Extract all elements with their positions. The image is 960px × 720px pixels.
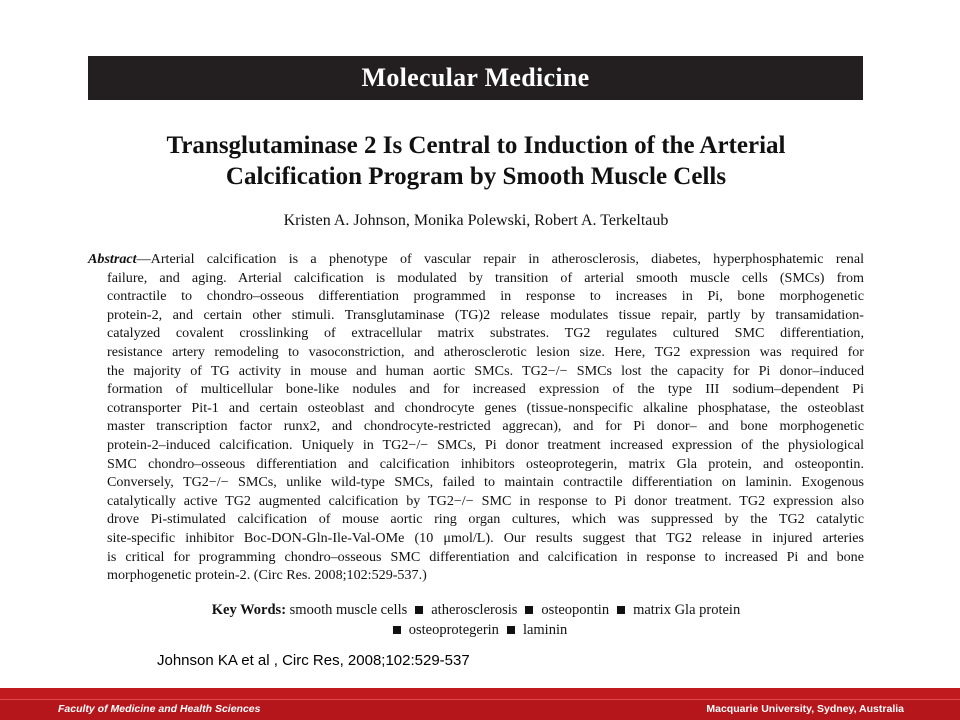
abstract-line: SMC chondro–osseous differentiation and calcification inhibitors osteoprotegerin, matrix Gla protein, and osteopontin. bbox=[107, 455, 864, 472]
abstract-line: protein-2–induced calcification. Uniquely in TG2−/− SMCs, Pi donor treatment increased expression of the physiological bbox=[107, 436, 864, 453]
abstract-line: formation of multicellular bone-like nodules and for increased expression of the type III sodium–dependent Pi bbox=[107, 381, 864, 398]
abstract-line: morphogenetic protein-2. (Circ Res. 2008;102:529-537.) bbox=[107, 567, 427, 584]
footer-faculty: Faculty of Medicine and Health Sciences bbox=[58, 703, 261, 715]
abstract-line: cotransporter Pit-1 and certain osteoblast and chondrocyte genes (tissue-nonspecific alkaline phosphatase, the osteoblast bbox=[107, 399, 864, 416]
title-line-2: Calcification Program by Smooth Muscle Cells bbox=[225, 163, 727, 190]
abstract-line: site-specific inhibitor Boc-DON-Gln-Ile-Val-OMe (10 μmol/L). Our results suggest that TG2 release in injured arteries bbox=[107, 529, 864, 546]
abstract-line: protein-2, and certain other stimuli. Transglutaminase (TG)2 release modulates tissue repair, partly by transamidation- bbox=[107, 306, 864, 323]
keyword: smooth muscle cells bbox=[289, 602, 408, 618]
keywords-line-2 bbox=[90, 620, 862, 640]
abstract-text: —Arterial calcification is a phenotype of vascular repair in atherosclerosis, diabetes, hyperphosphatemic renal bbox=[136, 251, 864, 267]
keywords-label: Key Words: bbox=[211, 602, 287, 618]
abstract-line: catalyzed covalent crosslinking of extracellular matrix substrates. TG2 regulates cultured SMC differentiation, bbox=[107, 325, 864, 342]
keyword: osteoprotegerin bbox=[408, 622, 499, 638]
square-bullet-icon bbox=[393, 626, 401, 634]
paper-authors: Kristen A. Johnson, Monika Polewski, Robert A. Terkeltaub bbox=[283, 212, 669, 229]
abstract-block bbox=[88, 250, 864, 585]
square-bullet-icon bbox=[617, 606, 625, 614]
journal-header-bar bbox=[88, 56, 863, 100]
square-bullet-icon bbox=[507, 626, 515, 634]
keyword: osteopontin bbox=[541, 602, 610, 618]
square-bullet-icon bbox=[525, 606, 533, 614]
abstract-line: resistance artery remodeling to vasoconstriction, and atherosclerotic lesion size. Here, TG2 expression was required for bbox=[107, 343, 864, 360]
abstract-heading: Abstract bbox=[88, 251, 137, 267]
abstract-line: catalytically active TG2 augmented calcification by TG2−/− SMC in response to Pi donor treatment. TG2 expression also bbox=[107, 492, 864, 509]
abstract-line: contractile to chondro–osseous differentiation programmed in response to increases in Pi, bone morphogenetic bbox=[107, 288, 864, 305]
keywords-line-1 bbox=[90, 600, 862, 620]
footer-university: Macquarie University, Sydney, Australia bbox=[706, 703, 904, 715]
keywords-block bbox=[90, 600, 862, 640]
abstract-line bbox=[88, 250, 864, 269]
abstract-line: Conversely, TG2−/− SMCs, unlike wild-type SMCs, failed to maintain contractile differentiation on laminin. Exogenous bbox=[107, 474, 864, 491]
keyword: atherosclerosis bbox=[431, 602, 518, 618]
abstract-line: master transcription factor runx2, and chondrocyte-restricted aggrecan), and for Pi donor– and bone morphogenetic bbox=[107, 418, 864, 435]
abstract-line: drove Pi-stimulated calcification of mouse aortic ring organ cultures, which was suppressed by the TG2 catalytic bbox=[107, 511, 864, 528]
square-bullet-icon bbox=[415, 606, 423, 614]
citation-caption: Johnson KA et al , Circ Res, 2008;102:529-537 bbox=[157, 652, 470, 669]
abstract-line: the majority of TG activity in mouse and human aortic SMCs. TG2−/− SMCs lost the capacity for Pi donor–induced bbox=[107, 362, 864, 379]
title-line-1: Transglutaminase 2 Is Central to Induction of the Arterial bbox=[166, 132, 786, 159]
paper-title bbox=[90, 130, 862, 192]
abstract-line: is critical for programming chondro–osseous SMC differentiation and calcification in response to increased Pi and bone bbox=[107, 548, 864, 565]
keyword: matrix Gla protein bbox=[633, 602, 741, 618]
abstract-line: failure, and aging. Arterial calcification is modulated by transition of arterial smooth muscle cells (SMCs) from bbox=[107, 269, 864, 286]
journal-name: Molecular Medicine bbox=[361, 63, 590, 92]
keyword: laminin bbox=[522, 622, 568, 638]
footer-bar bbox=[0, 688, 960, 720]
